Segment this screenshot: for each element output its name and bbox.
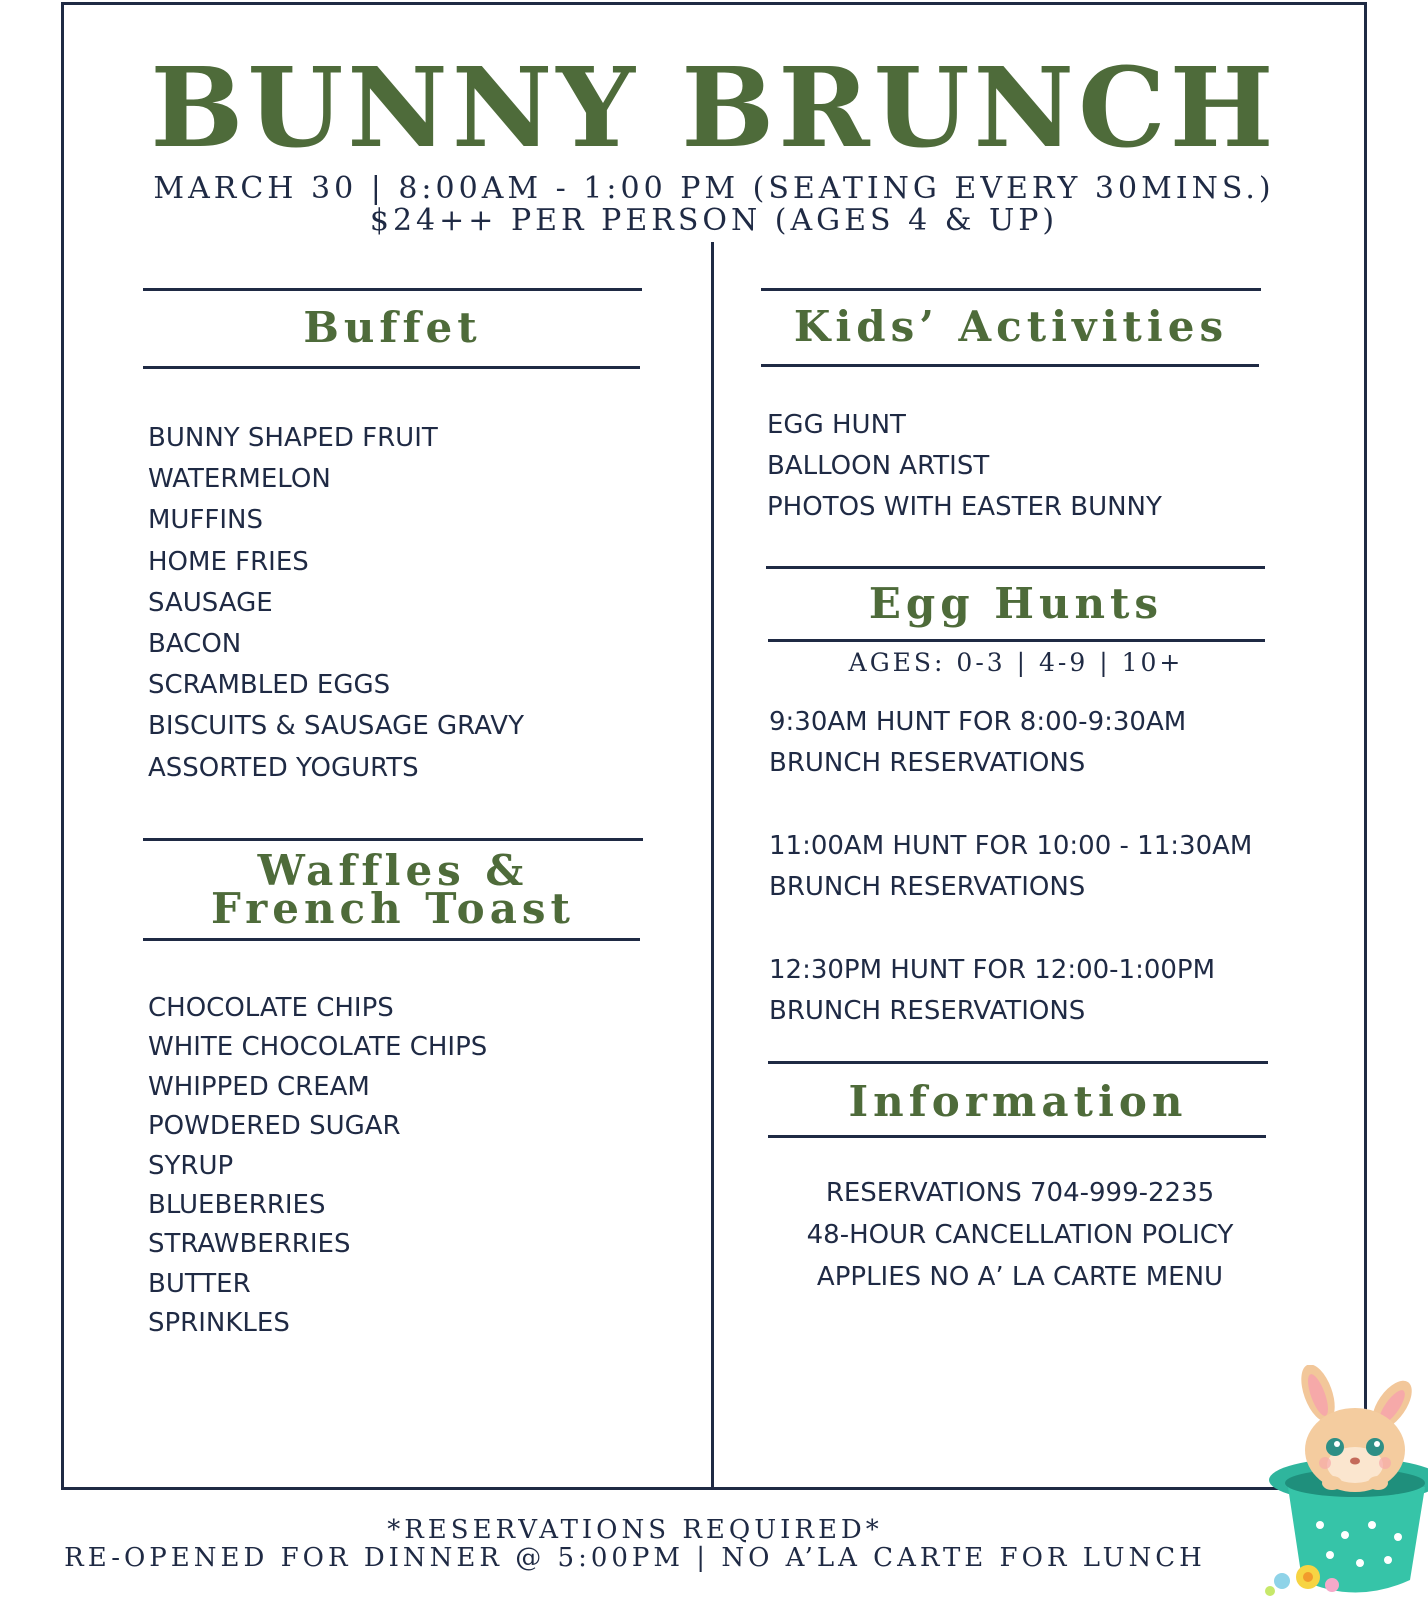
buffet-heading: Buffet	[303, 303, 482, 352]
buffet-bottom-rule	[143, 366, 640, 369]
info-line: RESERVATIONS 704-999-2235	[825, 1178, 1215, 1208]
hunt-time: 9:30AM HUNT FOR 8:00-9:30AM	[769, 707, 1187, 737]
list-item: MUFFINS	[148, 505, 263, 536]
kids-bottom-rule	[761, 364, 1259, 367]
info-line: APPLIES NO A’ LA CARTE MENU	[816, 1262, 1224, 1292]
hunt-time: 12:30PM HUNT FOR 12:00-1:00PM	[769, 955, 1216, 985]
egg-hunts-heading: Egg Hunts	[868, 579, 1164, 628]
list-item: SAUSAGE	[148, 587, 273, 618]
list-item: CHOCOLATE CHIPS	[148, 993, 394, 1023]
waffles-bottom-rule	[143, 938, 640, 941]
buffet-top-rule	[143, 288, 642, 291]
hunt-1	[769, 702, 1186, 784]
list-item: WATERMELON	[148, 464, 331, 495]
egg-hunts-top-rule	[766, 566, 1265, 569]
list-item: EGG HUNT	[767, 410, 906, 440]
hunt-2	[769, 826, 1252, 908]
list-item: BALLOON ARTIST	[767, 451, 990, 481]
hunt-note: BRUNCH RESERVATIONS	[769, 872, 1086, 902]
list-item: BUTTER	[148, 1268, 251, 1299]
list-item: BUNNY SHAPED FRUIT	[148, 423, 438, 453]
kids-list	[767, 405, 1162, 528]
kids-heading: Kids’ Activities	[793, 302, 1229, 351]
info-bottom-rule	[768, 1135, 1266, 1138]
footer-dinner-note: RE-OPENED FOR DINNER @ 5:00PM | NO A’LA CARTE FOR LUNCH	[64, 1543, 1206, 1573]
list-item: STRAWBERRIES	[148, 1229, 351, 1260]
waffles-heading-line1: Waffles &	[257, 846, 529, 895]
list-item: WHITE CHOCOLATE CHIPS	[148, 1032, 488, 1063]
list-item: BACON	[148, 628, 242, 659]
hunt-time: 11:00AM HUNT FOR 10:00 - 11:30AM	[769, 831, 1253, 861]
waffles-heading	[143, 846, 643, 933]
hunt-note: BRUNCH RESERVATIONS	[769, 748, 1086, 778]
info-top-rule	[768, 1061, 1268, 1064]
list-item: PHOTOS WITH EASTER BUNNY	[767, 492, 1162, 522]
list-item: BISCUITS & SAUSAGE GRAVY	[148, 711, 524, 742]
list-item: BLUEBERRIES	[148, 1189, 326, 1220]
list-item: HOME FRIES	[148, 546, 309, 577]
date-time-line: MARCH 30 | 8:00AM - 1:00 PM (SEATING EVERY 30MINS.)	[153, 171, 1275, 206]
egg-hunt-ages: AGES: 0-3 | 4-9 | 10+	[848, 648, 1184, 677]
list-item: WHIPPED CREAM	[148, 1071, 370, 1102]
info-line: 48-HOUR CANCELLATION POLICY	[806, 1220, 1234, 1250]
egg-hunts-bottom-rule	[768, 639, 1265, 642]
kids-top-rule	[761, 288, 1261, 291]
page-title: BUNNY BRUNCH	[150, 43, 1278, 172]
waffles-top-rule	[143, 838, 643, 841]
buffet-list	[148, 418, 524, 789]
column-divider	[711, 242, 714, 1489]
waffles-heading-line2: French Toast	[211, 884, 575, 933]
list-item: ASSORTED YOGURTS	[148, 752, 419, 783]
hunt-note: BRUNCH RESERVATIONS	[769, 996, 1086, 1026]
list-item: SYRUP	[148, 1150, 234, 1181]
bunny-hat-illustration	[1260, 1365, 1428, 1598]
list-item: SCRAMBLED EGGS	[148, 670, 391, 701]
info-heading: Information	[848, 1077, 1188, 1126]
list-item: POWDERED SUGAR	[148, 1111, 401, 1142]
list-item: SPRINKLES	[148, 1308, 290, 1339]
waffles-list	[148, 989, 487, 1344]
footer-reservations: *RESERVATIONS REQUIRED*	[387, 1515, 883, 1545]
price-line: $24++ PER PERSON (AGES 4 & UP)	[369, 203, 1059, 238]
hunt-3	[769, 950, 1215, 1032]
